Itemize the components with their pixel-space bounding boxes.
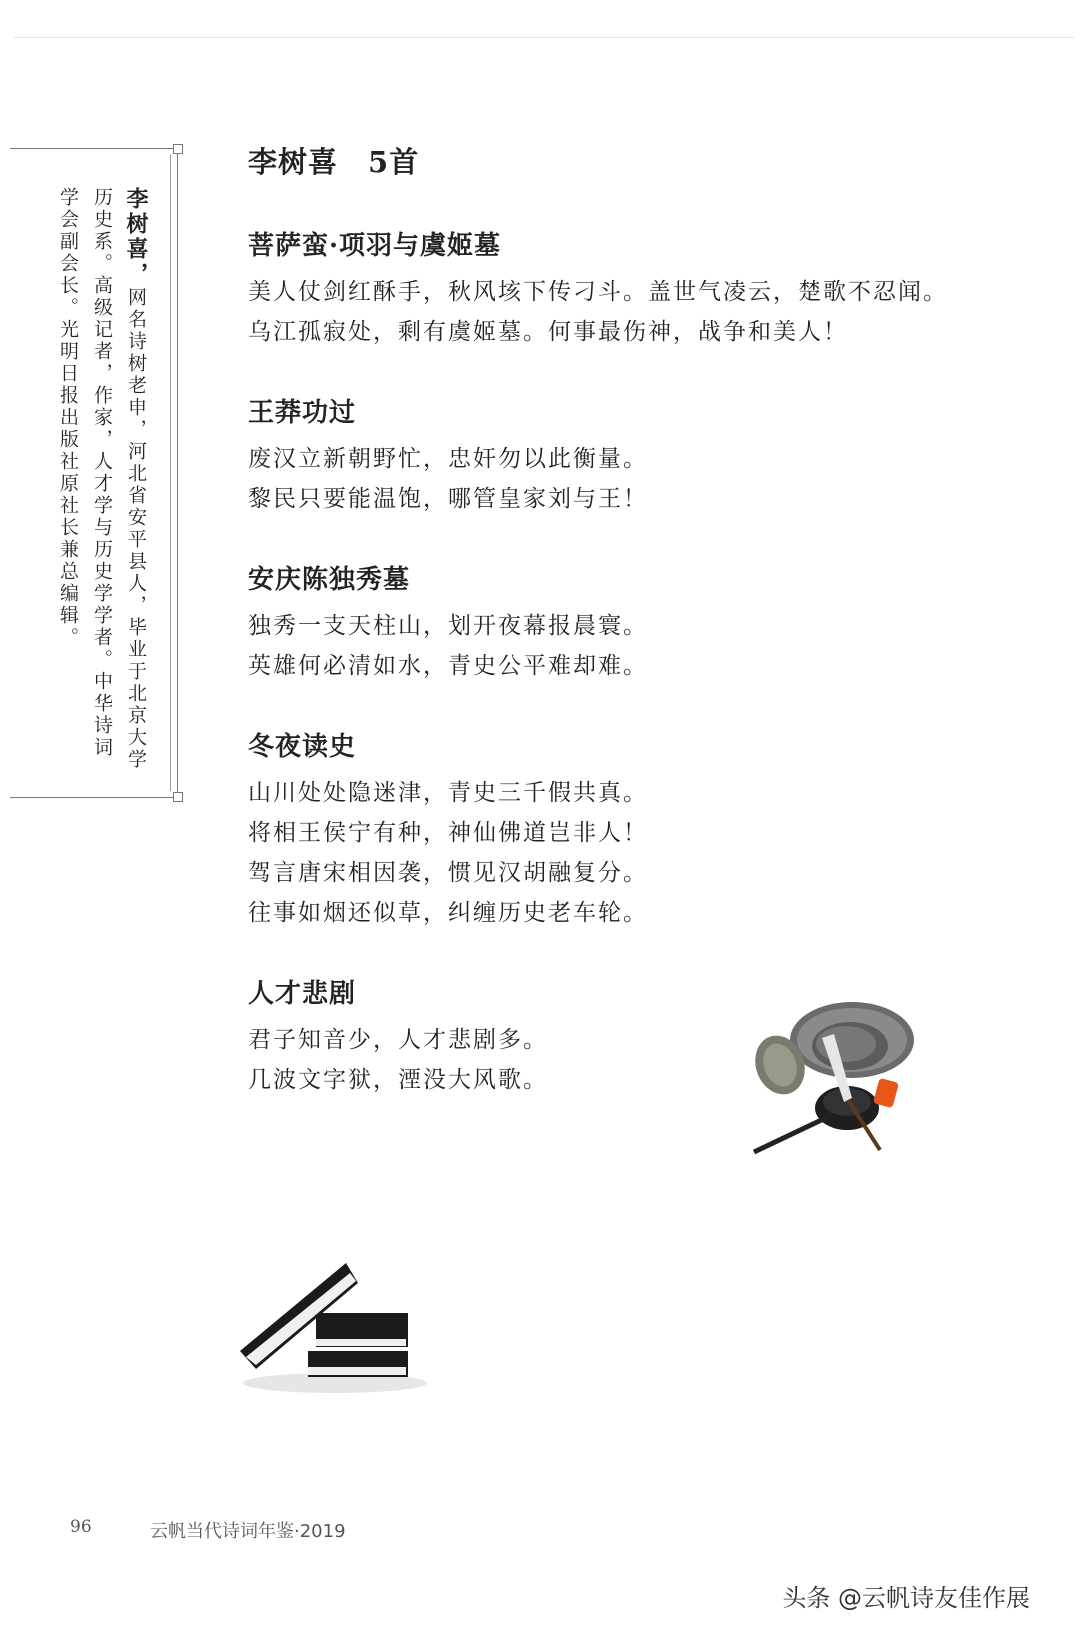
poem-title: 安庆陈独秀墓 bbox=[248, 565, 411, 595]
poem-line: 黎民只要能温饱，哪管皇家刘与王！ bbox=[248, 486, 648, 512]
poem bbox=[248, 726, 1008, 933]
poem-line: 乌江孤寂处，剩有虞姬墓。何事最伤神，战争和美人！ bbox=[248, 319, 848, 345]
author-bio-box bbox=[10, 148, 178, 798]
poem-line: 将相王侯宁有种，神仙佛道岂非人！ bbox=[248, 820, 648, 846]
poem-line: 君子知音少，人才悲剧多。 bbox=[248, 1027, 548, 1053]
running-title: 云帆当代诗词年鉴·2019 bbox=[150, 1521, 346, 1542]
poem bbox=[248, 225, 1008, 352]
poem-line: 独秀一支天柱山，划开夜幕报晨寰。 bbox=[248, 613, 648, 639]
bio-frame-corner-top bbox=[173, 144, 183, 154]
books-illustration bbox=[240, 1255, 430, 1395]
inkstone-brush-illustration bbox=[752, 990, 932, 1190]
bio-frame-line bbox=[170, 155, 171, 791]
poem-line: 驾言唐宋相因袭，惯见汉胡融复分。 bbox=[248, 860, 648, 886]
poem-count: 5首 bbox=[368, 145, 420, 179]
poem-title: 冬夜读史 bbox=[248, 732, 357, 762]
poem-line: 往事如烟还似草，纠缠历史老车轮。 bbox=[248, 900, 648, 926]
author-bio-name: 李树喜， bbox=[123, 187, 149, 287]
poem-title: 菩萨蛮·项羽与虞姬墓 bbox=[248, 231, 502, 261]
poem bbox=[248, 559, 1008, 686]
poem-line: 废汉立新朝野忙，忠奸勿以此衡量。 bbox=[248, 446, 648, 472]
poem bbox=[248, 392, 1008, 519]
poem-line: 几波文字狱，湮没大风歌。 bbox=[248, 1067, 548, 1093]
author-bio-body: 网名诗树老申，河北省安平县人，毕业于北京大学历史系。高级记者，作家，人才学与历史学学者。中华诗词学会副会长。光明日报出版社原社长兼总编辑。 bbox=[57, 187, 147, 771]
poem-line: 美人仗剑红酥手，秋风垓下传刁斗。盖世气凌云，楚歌不忍闻。 bbox=[248, 279, 948, 305]
page-number: 96 bbox=[70, 1517, 92, 1537]
author-name: 李树喜 bbox=[248, 145, 339, 179]
poem-title: 王莽功过 bbox=[248, 398, 357, 428]
poem-title: 人才悲剧 bbox=[248, 979, 357, 1009]
poem-line: 英雄何必清如水，青史公平难却难。 bbox=[248, 653, 648, 679]
author-bio-text bbox=[51, 187, 153, 777]
top-rule bbox=[14, 37, 1074, 38]
watermark: 头条 @云帆诗友佳作展 bbox=[782, 1584, 1030, 1612]
poem-line: 山川处处隐迷津，青史三千假共真。 bbox=[248, 780, 648, 806]
bio-frame-corner-bottom bbox=[173, 792, 183, 802]
author-heading bbox=[248, 140, 1008, 181]
